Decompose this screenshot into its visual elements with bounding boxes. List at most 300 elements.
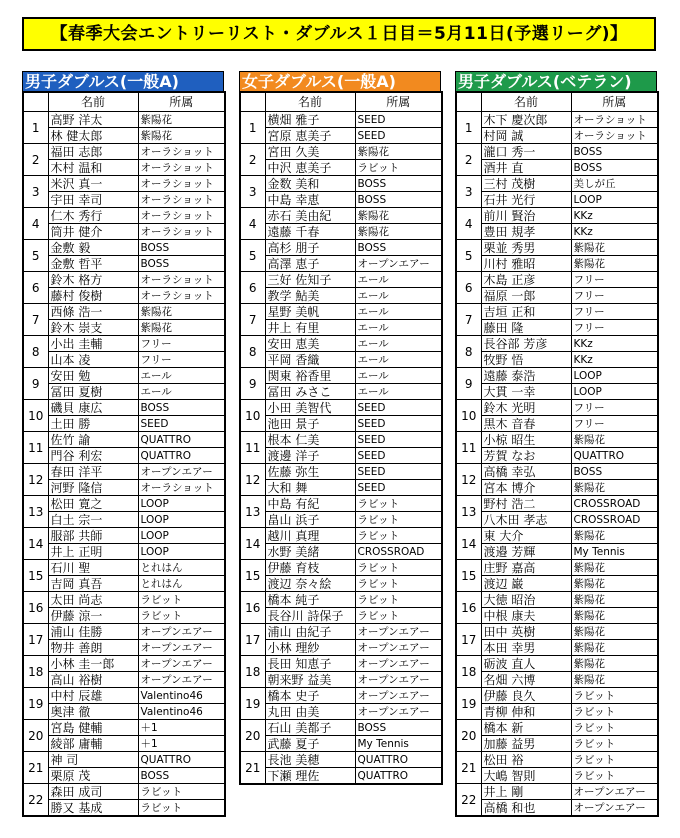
player-affiliation: BOSS [571, 144, 658, 160]
player-name: 浦山 由紀子 [265, 624, 355, 640]
pair-number: 5 [456, 240, 481, 272]
player-affiliation: オーラショット [138, 288, 225, 304]
entry-table [455, 91, 659, 817]
table-row [240, 448, 442, 464]
player-name: 朝来野 益美 [265, 672, 355, 688]
player-name: 遠藤 千春 [265, 224, 355, 240]
entry-section-1 [22, 71, 224, 817]
pair-number: 3 [23, 176, 48, 208]
player-affiliation: とれはん [138, 560, 225, 576]
pair-number: 16 [240, 592, 265, 624]
table-row [240, 656, 442, 672]
player-affiliation: オープンエアー [138, 624, 225, 640]
player-name: 吉垣 正和 [481, 304, 571, 320]
table-row [23, 128, 225, 144]
player-affiliation: KKz [571, 336, 658, 352]
player-name: 仁木 秀行 [48, 208, 138, 224]
pair-number: 21 [456, 752, 481, 784]
pair-number: 3 [456, 176, 481, 208]
player-name: 長田 知恵子 [265, 656, 355, 672]
pair-number: 21 [23, 752, 48, 784]
player-affiliation: BOSS [571, 464, 658, 480]
pair-number: 6 [456, 272, 481, 304]
player-name: 青柳 伸和 [481, 704, 571, 720]
player-affiliation: エール [355, 288, 442, 304]
table-row [23, 256, 225, 272]
player-affiliation: BOSS [355, 240, 442, 256]
player-name: 大嶋 智則 [481, 768, 571, 784]
table-row [23, 144, 225, 160]
pair-number: 9 [456, 368, 481, 400]
player-name: 渡辺 巌 [481, 576, 571, 592]
player-affiliation: フリー [571, 304, 658, 320]
player-name: 砺波 直人 [481, 656, 571, 672]
table-row [23, 400, 225, 416]
table-row [23, 800, 225, 817]
table-row [23, 272, 225, 288]
pair-number: 17 [240, 624, 265, 656]
table-row [456, 416, 658, 432]
table-row [240, 224, 442, 240]
player-affiliation: SEED [138, 416, 225, 432]
player-name: 大和 舞 [265, 480, 355, 496]
table-row [23, 304, 225, 320]
name-header: 名前 [48, 92, 138, 112]
table-row [23, 384, 225, 400]
table-row [240, 752, 442, 768]
player-affiliation: 紫陽花 [355, 144, 442, 160]
pair-number: 1 [23, 112, 48, 144]
player-name: 筒井 健介 [48, 224, 138, 240]
pair-number: 10 [456, 400, 481, 432]
pair-number: 7 [456, 304, 481, 336]
table-row [240, 480, 442, 496]
player-name: 小椋 昭生 [481, 432, 571, 448]
player-name: 長谷部 芳彦 [481, 336, 571, 352]
player-affiliation: My Tennis [571, 544, 658, 560]
player-affiliation: 紫陽花 [571, 672, 658, 688]
pair-number: 18 [23, 656, 48, 688]
table-row [456, 192, 658, 208]
table-row [240, 528, 442, 544]
player-affiliation: エール [355, 368, 442, 384]
player-name: 平岡 香織 [265, 352, 355, 368]
player-name: 長池 美穂 [265, 752, 355, 768]
pair-number: 18 [240, 656, 265, 688]
player-name: 橋本 純子 [265, 592, 355, 608]
player-name: 金敷 毅 [48, 240, 138, 256]
player-name: 小林 理紗 [265, 640, 355, 656]
player-affiliation: BOSS [138, 240, 225, 256]
player-affiliation: ラビット [571, 736, 658, 752]
pair-number: 18 [456, 656, 481, 688]
pair-number: 9 [240, 368, 265, 400]
table-row [240, 272, 442, 288]
pair-number: 15 [456, 560, 481, 592]
player-name: 安田 恵美 [265, 336, 355, 352]
player-name: 宮島 健輔 [48, 720, 138, 736]
player-name: 高野 洋太 [48, 112, 138, 128]
player-affiliation: 紫陽花 [571, 480, 658, 496]
player-affiliation: エール [355, 384, 442, 400]
pair-number: 17 [23, 624, 48, 656]
player-affiliation: CROSSROAD [571, 496, 658, 512]
player-name: 渡邊 洋子 [265, 448, 355, 464]
pair-number: 14 [240, 528, 265, 560]
pair-number: 13 [23, 496, 48, 528]
pair-number: 8 [240, 336, 265, 368]
section-title: 女子ダブルス(一般A) [239, 71, 441, 91]
player-name: 三村 茂樹 [481, 176, 571, 192]
table-row [456, 224, 658, 240]
player-name: 山本 凌 [48, 352, 138, 368]
player-affiliation: 紫陽花 [355, 224, 442, 240]
player-affiliation: ラビット [355, 576, 442, 592]
table-row [23, 320, 225, 336]
player-name: 庄野 嘉高 [481, 560, 571, 576]
player-affiliation: BOSS [138, 400, 225, 416]
player-name: 米沢 真一 [48, 176, 138, 192]
affiliation-header: 所属 [571, 92, 658, 112]
pair-number: 2 [456, 144, 481, 176]
section-title: 男子ダブルス(一般A) [22, 71, 224, 91]
pair-number: 11 [23, 432, 48, 464]
player-affiliation: ラビット [571, 704, 658, 720]
table-row [456, 784, 658, 800]
player-name: 松田 裕 [481, 752, 571, 768]
player-affiliation: LOOP [138, 496, 225, 512]
player-affiliation: SEED [355, 416, 442, 432]
player-affiliation: LOOP [138, 544, 225, 560]
player-name: 橋本 新 [481, 720, 571, 736]
table-row [240, 576, 442, 592]
table-row [23, 688, 225, 704]
table-row [23, 336, 225, 352]
pair-number: 10 [240, 400, 265, 432]
player-affiliation: SEED [355, 128, 442, 144]
pair-number: 19 [240, 688, 265, 720]
player-name: 佐竹 諭 [48, 432, 138, 448]
table-row [456, 176, 658, 192]
player-affiliation: Valentino46 [138, 688, 225, 704]
player-name: 越川 真理 [265, 528, 355, 544]
player-affiliation: オーラショット [138, 224, 225, 240]
player-name: 服部 共師 [48, 528, 138, 544]
player-affiliation: ラビット [571, 768, 658, 784]
player-affiliation: 紫陽花 [571, 592, 658, 608]
table-row [456, 624, 658, 640]
player-name: 畠山 浜子 [265, 512, 355, 528]
table-row [240, 416, 442, 432]
table-row [240, 624, 442, 640]
table-row [240, 208, 442, 224]
player-affiliation: エール [138, 384, 225, 400]
table-row [23, 752, 225, 768]
player-name: 林 健太郎 [48, 128, 138, 144]
pair-number: 12 [23, 464, 48, 496]
table-row [456, 336, 658, 352]
table-row [456, 304, 658, 320]
table-row [456, 432, 658, 448]
player-name: 高杉 朋子 [265, 240, 355, 256]
table-row [240, 128, 442, 144]
player-name: 高橋 和也 [481, 800, 571, 817]
pair-number: 13 [240, 496, 265, 528]
table-row [23, 288, 225, 304]
player-affiliation: オープンエアー [571, 784, 658, 800]
player-affiliation: SEED [355, 464, 442, 480]
player-affiliation: オーラショット [138, 208, 225, 224]
player-affiliation: 紫陽花 [138, 128, 225, 144]
player-affiliation: LOOP [571, 192, 658, 208]
player-affiliation: KKz [571, 352, 658, 368]
player-affiliation: オーラショット [138, 192, 225, 208]
player-name: 河野 隆信 [48, 480, 138, 496]
table-row [240, 496, 442, 512]
table-row [240, 368, 442, 384]
table-row [456, 592, 658, 608]
pair-number: 7 [240, 304, 265, 336]
table-row [240, 560, 442, 576]
table-row [240, 400, 442, 416]
player-affiliation: LOOP [138, 528, 225, 544]
player-affiliation: 紫陽花 [138, 320, 225, 336]
entry-table [22, 91, 226, 817]
player-affiliation: KKz [571, 208, 658, 224]
header-row [456, 92, 658, 112]
table-row [240, 144, 442, 160]
player-affiliation: フリー [571, 272, 658, 288]
player-affiliation: CROSSROAD [355, 544, 442, 560]
table-row [23, 192, 225, 208]
player-name: 物井 善朗 [48, 640, 138, 656]
player-affiliation: SEED [355, 448, 442, 464]
player-affiliation: ラビット [355, 496, 442, 512]
table-row [23, 704, 225, 720]
player-name: 藤田 隆 [481, 320, 571, 336]
table-row [23, 448, 225, 464]
player-name: 武藤 夏子 [265, 736, 355, 752]
player-name: 長谷川 詩保子 [265, 608, 355, 624]
player-affiliation: LOOP [138, 512, 225, 528]
table-row [456, 368, 658, 384]
entry-table [239, 91, 443, 785]
player-name: 土田 勝 [48, 416, 138, 432]
pair-number: 2 [240, 144, 265, 176]
table-row [23, 560, 225, 576]
table-row [456, 448, 658, 464]
player-name: 鈴木 光明 [481, 400, 571, 416]
pair-number: 20 [240, 720, 265, 752]
pair-number: 6 [23, 272, 48, 304]
player-name: 瀧口 秀一 [481, 144, 571, 160]
player-affiliation: オープンエアー [355, 624, 442, 640]
player-affiliation: フリー [138, 352, 225, 368]
table-row [23, 512, 225, 528]
player-name: 鈴木 崇支 [48, 320, 138, 336]
pair-number: 20 [456, 720, 481, 752]
player-affiliation: ラビット [355, 160, 442, 176]
table-row [240, 112, 442, 128]
table-row [23, 576, 225, 592]
player-name: 石山 美都子 [265, 720, 355, 736]
table-row [23, 208, 225, 224]
player-name: 加藤 益男 [481, 736, 571, 752]
player-name: 鈴木 格方 [48, 272, 138, 288]
player-affiliation: BOSS [138, 768, 225, 784]
player-name: 藤村 俊樹 [48, 288, 138, 304]
player-name: 金数 美和 [265, 176, 355, 192]
player-affiliation: オーラショット [138, 272, 225, 288]
table-row [240, 464, 442, 480]
table-row [456, 112, 658, 128]
player-affiliation: エール [355, 352, 442, 368]
player-affiliation: 紫陽花 [571, 640, 658, 656]
player-name: 高橋 幸弘 [481, 464, 571, 480]
table-row [240, 736, 442, 752]
player-affiliation: フリー [138, 336, 225, 352]
affiliation-header: 所属 [355, 92, 442, 112]
player-affiliation: 紫陽花 [571, 608, 658, 624]
player-name: 黒木 音春 [481, 416, 571, 432]
player-name: 渡辺 奈々絵 [265, 576, 355, 592]
player-name: 丸田 由美 [265, 704, 355, 720]
player-affiliation: オープンエアー [138, 656, 225, 672]
table-row [23, 736, 225, 752]
player-name: 大徳 昭治 [481, 592, 571, 608]
player-affiliation: フリー [571, 416, 658, 432]
player-name: 井上 有里 [265, 320, 355, 336]
player-affiliation: ラビット [355, 592, 442, 608]
player-name: 福原 一郎 [481, 288, 571, 304]
player-affiliation: エール [355, 320, 442, 336]
table-row [240, 768, 442, 785]
table-row [240, 176, 442, 192]
table-row [23, 592, 225, 608]
player-name: 磯貝 康広 [48, 400, 138, 416]
pair-number: 6 [240, 272, 265, 304]
player-name: 冨田 みさこ [265, 384, 355, 400]
player-affiliation: フリー [571, 288, 658, 304]
table-row [456, 464, 658, 480]
table-row [240, 704, 442, 720]
player-affiliation: オープンエアー [571, 800, 658, 817]
table-row [240, 304, 442, 320]
player-name: 木下 慶次郎 [481, 112, 571, 128]
player-affiliation: オーラショット [138, 160, 225, 176]
player-name: 小林 圭一郎 [48, 656, 138, 672]
player-name: 大貫 一幸 [481, 384, 571, 400]
table-row [240, 432, 442, 448]
player-name: 井上 正明 [48, 544, 138, 560]
table-row [456, 512, 658, 528]
player-affiliation: ＋1 [138, 720, 225, 736]
player-affiliation: フリー [571, 400, 658, 416]
player-name: 佐藤 弥生 [265, 464, 355, 480]
player-name: 冨田 夏樹 [48, 384, 138, 400]
table-row [23, 768, 225, 784]
player-affiliation: CROSSROAD [571, 512, 658, 528]
player-name: 石川 聖 [48, 560, 138, 576]
player-affiliation: 紫陽花 [571, 624, 658, 640]
player-name: 本田 幸男 [481, 640, 571, 656]
player-affiliation: オーラショット [571, 128, 658, 144]
table-row [240, 720, 442, 736]
table-row [456, 688, 658, 704]
pair-number: 14 [456, 528, 481, 560]
player-name: 野村 浩二 [481, 496, 571, 512]
player-affiliation: ラビット [571, 752, 658, 768]
player-name: 根本 仁美 [265, 432, 355, 448]
table-row [240, 592, 442, 608]
player-affiliation: BOSS [571, 160, 658, 176]
player-name: 渡邉 芳輝 [481, 544, 571, 560]
player-affiliation: オープンエアー [355, 640, 442, 656]
table-row [240, 544, 442, 560]
player-name: 小出 圭輔 [48, 336, 138, 352]
player-name: 木島 正彦 [481, 272, 571, 288]
number-header [456, 92, 481, 112]
pair-number: 2 [23, 144, 48, 176]
table-row [456, 256, 658, 272]
player-name: 門谷 利宏 [48, 448, 138, 464]
table-row [456, 736, 658, 752]
player-name: 太田 尚志 [48, 592, 138, 608]
player-affiliation: ラビット [355, 608, 442, 624]
player-name: 勝又 基成 [48, 800, 138, 817]
table-row [240, 640, 442, 656]
table-row [456, 656, 658, 672]
player-affiliation: 紫陽花 [571, 256, 658, 272]
player-name: 川村 雅昭 [481, 256, 571, 272]
player-affiliation: SEED [355, 112, 442, 128]
player-name: 福田 志郎 [48, 144, 138, 160]
pair-number: 12 [456, 464, 481, 496]
table-row [456, 480, 658, 496]
table-row [456, 208, 658, 224]
table-row [456, 144, 658, 160]
table-row [240, 192, 442, 208]
pair-number: 14 [23, 528, 48, 560]
pair-number: 5 [23, 240, 48, 272]
player-name: 中沢 恵美子 [265, 160, 355, 176]
player-name: 名畑 六博 [481, 672, 571, 688]
player-affiliation: オープンエアー [355, 656, 442, 672]
player-affiliation: フリー [571, 320, 658, 336]
player-affiliation: オーラショット [138, 144, 225, 160]
player-affiliation: QUATTRO [355, 768, 442, 785]
table-row [456, 608, 658, 624]
table-row [456, 576, 658, 592]
table-row [240, 288, 442, 304]
table-row [456, 560, 658, 576]
table-row [456, 240, 658, 256]
player-affiliation: LOOP [571, 368, 658, 384]
table-row [456, 640, 658, 656]
table-row [456, 320, 658, 336]
entry-section-3 [455, 71, 657, 817]
table-row [456, 400, 658, 416]
table-row [240, 384, 442, 400]
pair-number: 8 [23, 336, 48, 368]
player-affiliation: ラビット [571, 720, 658, 736]
pair-number: 15 [23, 560, 48, 592]
player-name: 中島 有紀 [265, 496, 355, 512]
table-row [23, 784, 225, 800]
player-name: 高澤 恵子 [265, 256, 355, 272]
player-name: 西條 浩一 [48, 304, 138, 320]
player-affiliation: KKz [571, 224, 658, 240]
